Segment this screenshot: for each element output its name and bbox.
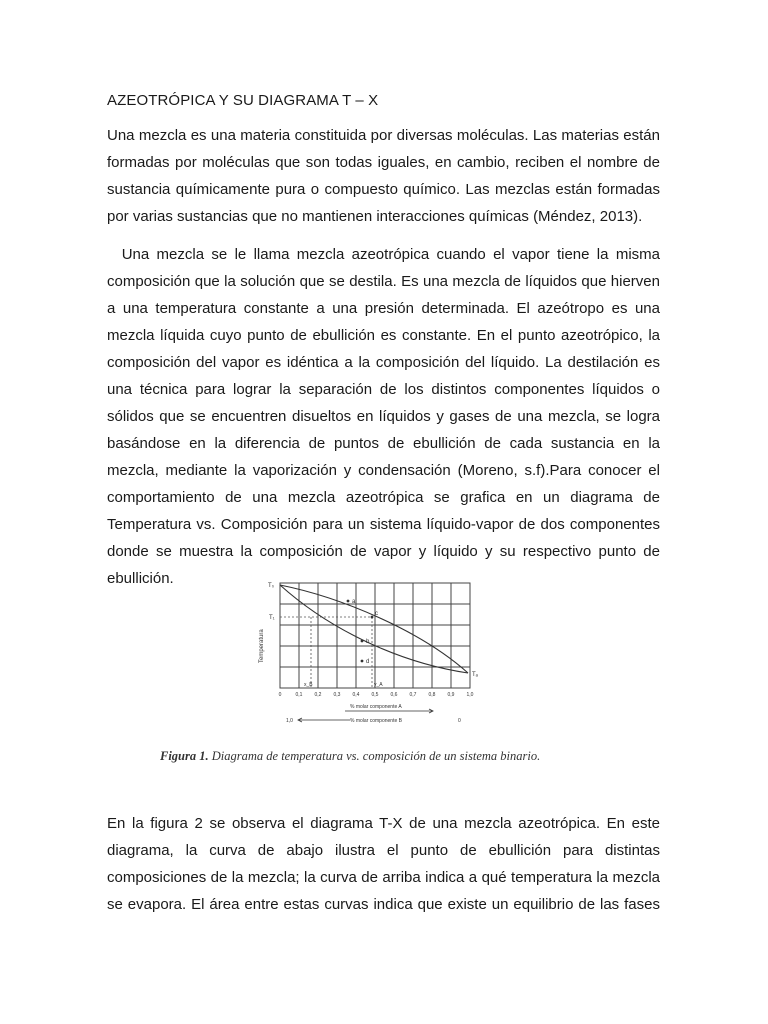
y-tick-t1: T₁ xyxy=(269,615,275,621)
point-b xyxy=(361,640,364,643)
arrow-a-label: % molar componente A xyxy=(350,704,402,710)
paragraph-line: composición del vapor es idéntica a la composición del líquido. La destilación es xyxy=(107,354,660,371)
paragraph-1 xyxy=(107,122,660,230)
point-label-d: d xyxy=(366,659,370,665)
paragraph-line: por varias sustancias que no mantienen interacciones químicas (Méndez, 2013). xyxy=(107,208,643,225)
x-tick: 1,0 xyxy=(466,692,474,698)
caption-text: Diagrama de temperatura vs. composición de un sistema binario. xyxy=(211,749,541,763)
diagram-grid xyxy=(280,583,470,688)
right-value: 0 xyxy=(458,718,461,724)
x-tick: 0,4 xyxy=(352,692,360,698)
x-tick: 0,6 xyxy=(390,692,398,698)
paragraph-line: a una temperatura constante a una presión determinada. El azeótropo es una xyxy=(107,300,660,317)
paragraph-line: basándose en la diferencia de puntos de ebullición de cada sustancia en la xyxy=(107,435,660,452)
x-tick: 0,5 xyxy=(371,692,379,698)
vapor-curve xyxy=(280,585,468,673)
paragraph-line: donde se muestra la composición de vapor y líquido y su respectivo punto de xyxy=(107,543,660,560)
point-a xyxy=(347,600,350,603)
liquid-curve xyxy=(280,585,468,673)
paragraph-line: composición que la solución que se destila. Es una mezcla de líquidos que hierven xyxy=(107,273,660,290)
paragraph-line: composiciones de la mezcla; la curva de arriba indica a qué temperatura la mezcla xyxy=(107,869,660,886)
paragraph-line: sustancia químicamente pura o compuesto químico. Las mezclas están formadas xyxy=(107,181,660,198)
figure-caption xyxy=(160,749,580,764)
paragraph-2 xyxy=(107,241,660,592)
point-d xyxy=(361,660,364,663)
paragraph-line: comportamiento de una mezcla azeotrópica se grafica en un diagrama de xyxy=(107,489,660,506)
paragraph-line: sólidos que se encuentren disueltos en líquidos y gases de una mezcla, se logra xyxy=(107,408,660,425)
document-title: AZEOTRÓPICA Y SU DIAGRAMA T – X xyxy=(107,92,379,109)
paragraph-line: Una mezcla es una materia constituida por diversas moléculas. Las materias están xyxy=(107,127,660,144)
paragraph-line: En la figura 2 se observa el diagrama T-X de una mezcla azeotrópica. En este xyxy=(107,815,660,832)
paragraph-line: mezcla, mediante la vaporización y condensación (Moreno, s.f).Para conocer el xyxy=(107,462,660,479)
paragraph-line: ebullición. xyxy=(107,570,174,587)
arrow-b-label: % molar componente B xyxy=(350,718,402,724)
end-label-ta: Tₐ xyxy=(472,672,478,678)
y-axis-label: Temperatura xyxy=(259,629,265,663)
y-tick-t0: T₀ xyxy=(268,583,275,589)
paragraph-line: Una mezcla se le llama mezcla azeotrópica cuando el vapor tiene la misma xyxy=(107,246,660,263)
x-tick: 0 xyxy=(278,692,282,698)
left-value: 1,0 xyxy=(286,718,293,724)
phase-diagram-figure xyxy=(250,575,550,735)
paragraph-line: una técnica para lograr la separación de los distintos componentes líquidos o xyxy=(107,381,660,398)
point-label-c: c xyxy=(375,611,378,617)
point-c xyxy=(371,616,374,619)
x-tick: 0,9 xyxy=(447,692,455,698)
paragraph-line: se evapora. El área entre estas curvas indica que existe un equilibrio de las fases xyxy=(107,896,660,913)
paragraph-3 xyxy=(107,810,660,918)
x-tick: 0,8 xyxy=(428,692,436,698)
x-tick: 0,7 xyxy=(409,692,417,698)
point-label-xb: x_B xyxy=(304,682,313,688)
point-label-ya: y_A xyxy=(374,682,383,688)
caption-label: Figura 1. xyxy=(160,749,209,763)
x-ticks xyxy=(279,692,474,698)
x-tick: 0,3 xyxy=(333,692,341,698)
paragraph-line: mezcla líquida cuyo punto de ebullición es constante. En el punto azeotrópico, la xyxy=(107,327,660,344)
x-tick: 0,1 xyxy=(295,692,303,698)
paragraph-line: formadas por moléculas que son todas iguales, en cambio, reciben el nombre de xyxy=(107,154,660,171)
point-label-a: a xyxy=(352,599,356,605)
paragraph-line: Temperatura vs. Composición para un sistema líquido-vapor de dos componentes xyxy=(107,516,660,533)
tie-lines xyxy=(280,617,372,688)
point-label-b: b xyxy=(366,639,370,645)
phase-diagram-svg xyxy=(250,575,550,735)
paragraph-line: diagrama, la curva de abajo ilustra el punto de ebullición para distintas xyxy=(107,842,660,859)
x-tick: 0,2 xyxy=(314,692,322,698)
